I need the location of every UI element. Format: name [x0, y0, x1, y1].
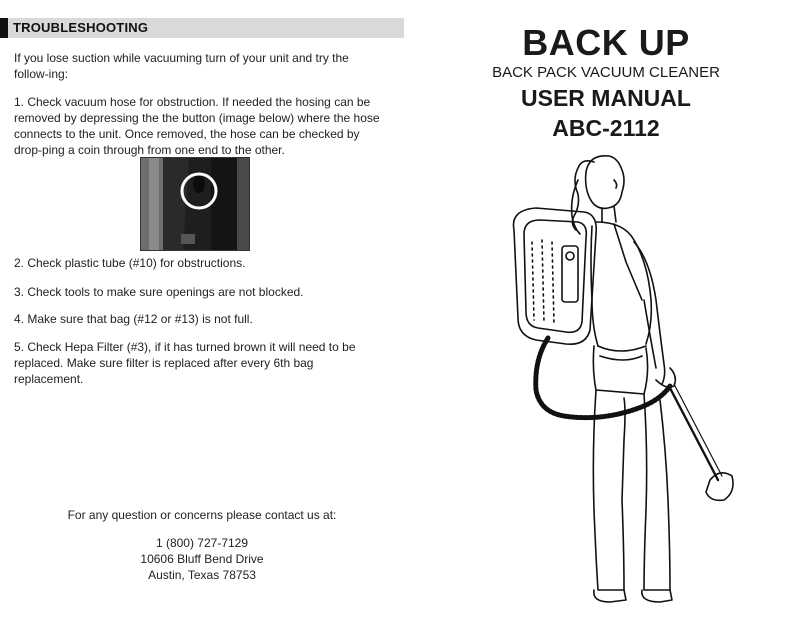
step-1: 1. Check vacuum hose for obstruction. If needed the hosing can be removed by depressing the the button (image below) where the hose connects to the unit. Once removed, the hose can be checked by drop-ping a coin through from one end to the other.	[14, 95, 380, 157]
product-title: BACK UP	[522, 22, 690, 63]
contact-city: Austin, Texas 78753	[148, 568, 256, 582]
contact-phone: 1 (800) 727-7129	[155, 536, 249, 550]
step-5: 5. Check Hepa Filter (#3), if it has turned brown it will need to be replaced. Make sure filter is replaced after every 6th bag replacement.	[14, 340, 356, 386]
model-number: ABC-2112	[552, 115, 660, 141]
section-title: TROUBLESHOOTING	[13, 20, 149, 35]
intro-text: If you lose suction while vacuuming turn of your unit and try the follow-ing:	[14, 51, 349, 81]
section-header-bar	[0, 18, 404, 38]
cover-page	[404, 0, 808, 625]
step-4: 4. Make sure that bag (#12 or #13) is not full.	[14, 312, 253, 326]
step-2: 2. Check plastic tube (#10) for obstructions.	[14, 256, 246, 270]
contact-prompt: For any question or concerns please contact us at:	[67, 508, 337, 522]
hose-button-photo	[140, 157, 250, 251]
photo-icon	[141, 158, 249, 250]
woman-with-backpack-vacuum-illustration	[474, 150, 734, 610]
contact-street: 10606 Bluff Bend Drive	[140, 552, 264, 566]
step-3: 3. Check tools to make sure openings are not blocked.	[14, 285, 304, 299]
manual-label: USER MANUAL	[521, 85, 691, 111]
product-subtitle: BACK PACK VACUUM CLEANER	[492, 64, 720, 81]
header-accent	[0, 18, 8, 38]
